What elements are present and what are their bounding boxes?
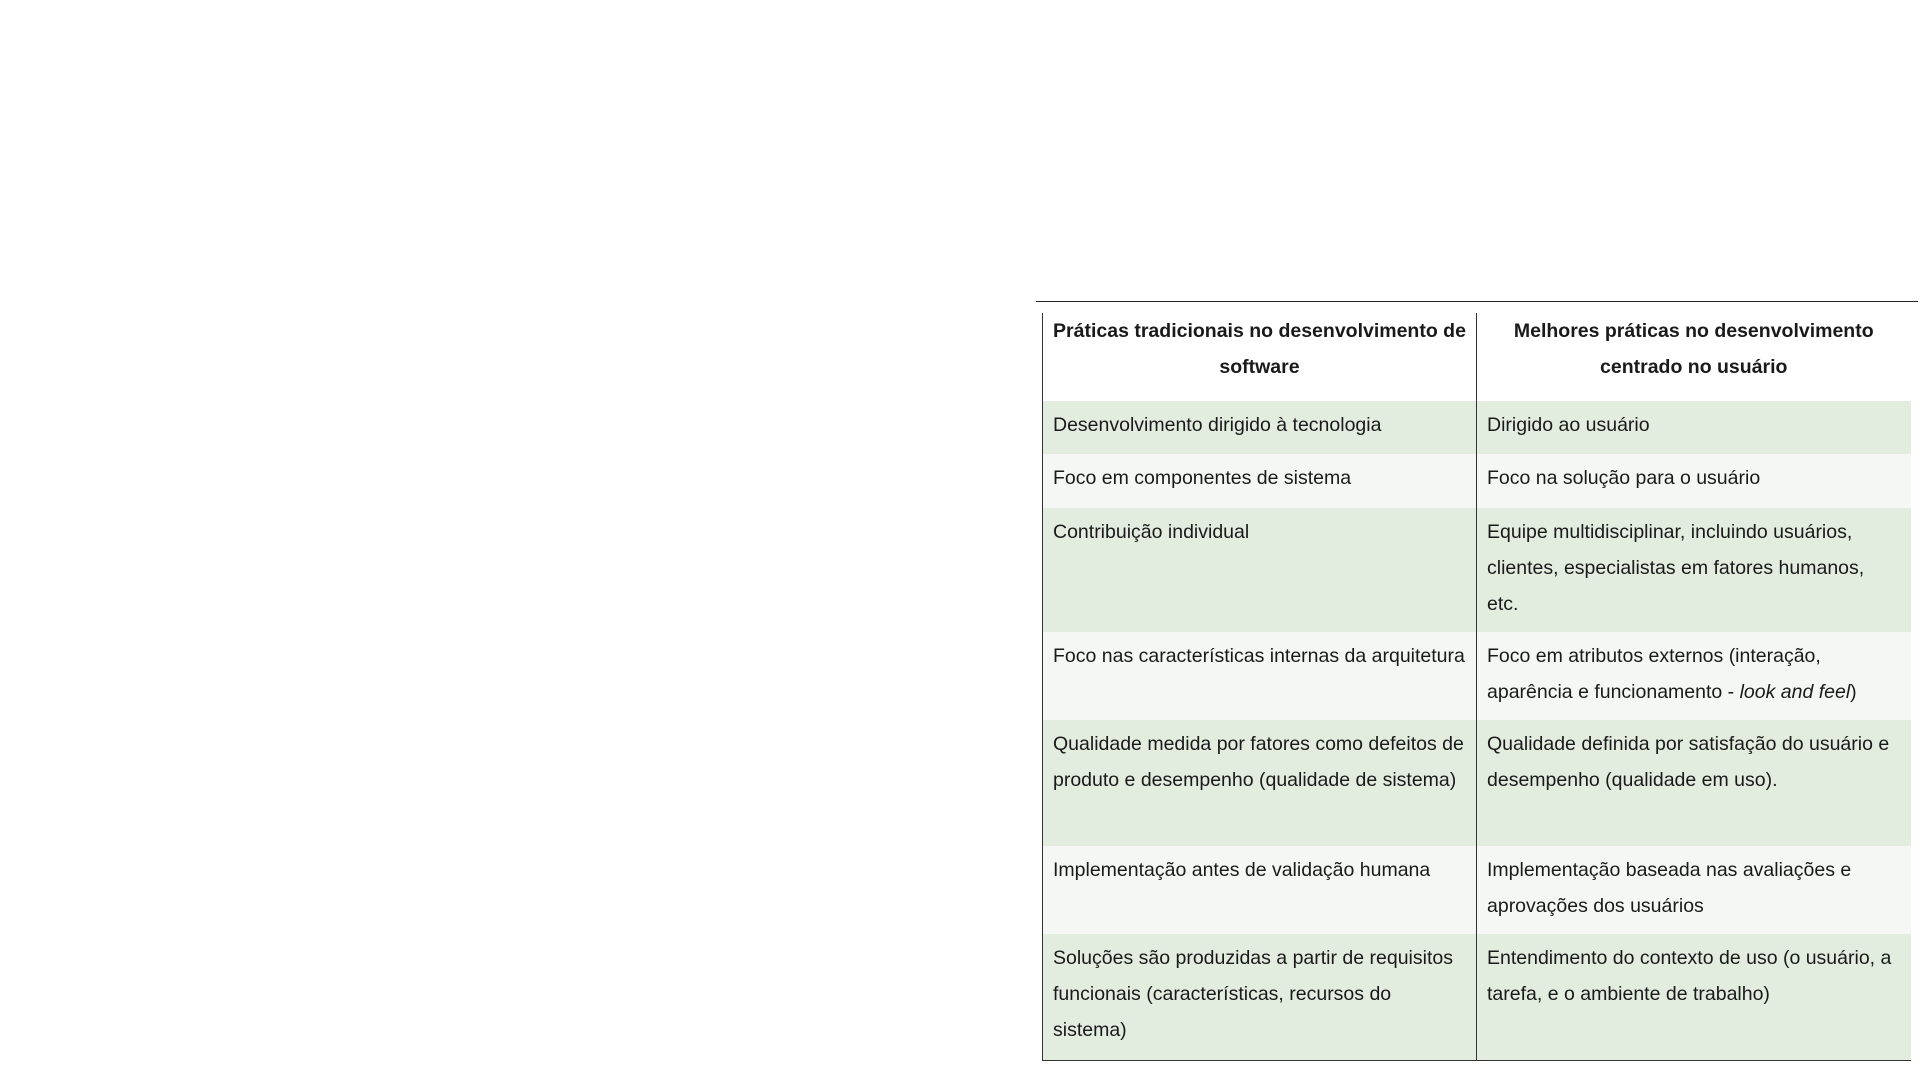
closing-paren: ) <box>1850 681 1857 703</box>
table-row <box>1043 454 1911 508</box>
table-row <box>1043 846 1911 934</box>
user-centered-cell: Qualidade definida por satisfação do usuário e desempenho (qualidade em uso). <box>1477 720 1911 846</box>
user-centered-cell: Implementação baseada nas avaliações e aprovações dos usuários <box>1477 846 1911 934</box>
traditional-cell: Qualidade medida por fatores como defeitos de produto e desempenho (qualidade de sistema) <box>1043 720 1477 846</box>
user-centered-text: Foco em atributos externos (interação, aparência e funcionamento - <box>1487 645 1821 703</box>
traditional-cell: Contribuição individual <box>1043 508 1477 632</box>
comparison-table <box>1042 313 1911 1061</box>
traditional-cell: Soluções são produzidas a partir de requisitos funcionais (características, recursos do sistema) <box>1043 934 1477 1060</box>
table-header-row <box>1043 313 1911 401</box>
table-row <box>1043 632 1911 720</box>
traditional-cell: Desenvolvimento dirigido à tecnologia <box>1043 401 1477 454</box>
table-row <box>1043 934 1911 1060</box>
user-centered-cell <box>1477 632 1911 720</box>
user-centered-cell: Dirigido ao usuário <box>1477 401 1911 454</box>
traditional-cell: Implementação antes de validação humana <box>1043 846 1477 934</box>
look-and-feel-italic: look and feel <box>1739 681 1851 703</box>
table-row <box>1043 720 1911 846</box>
user-centered-cell: Equipe multidisciplinar, incluindo usuários, clientes, especialistas em fatores humanos, etc. <box>1477 508 1911 632</box>
traditional-cell: Foco nas características internas da arquitetura <box>1043 632 1477 720</box>
user-centered-cell: Entendimento do contexto de uso (o usuário, a tarefa, e o ambiente de trabalho) <box>1477 934 1911 1060</box>
user-centered-cell: Foco na solução para o usuário <box>1477 454 1911 508</box>
table-row <box>1043 508 1911 632</box>
header-user-centered-practices: Melhores práticas no desenvolvimento centrado no usuário <box>1477 313 1911 401</box>
table-top-rule <box>1036 301 1918 302</box>
traditional-cell: Foco em componentes de sistema <box>1043 454 1477 508</box>
header-traditional-practices: Práticas tradicionais no desenvolvimento de software <box>1043 313 1477 401</box>
table-row <box>1043 401 1911 454</box>
